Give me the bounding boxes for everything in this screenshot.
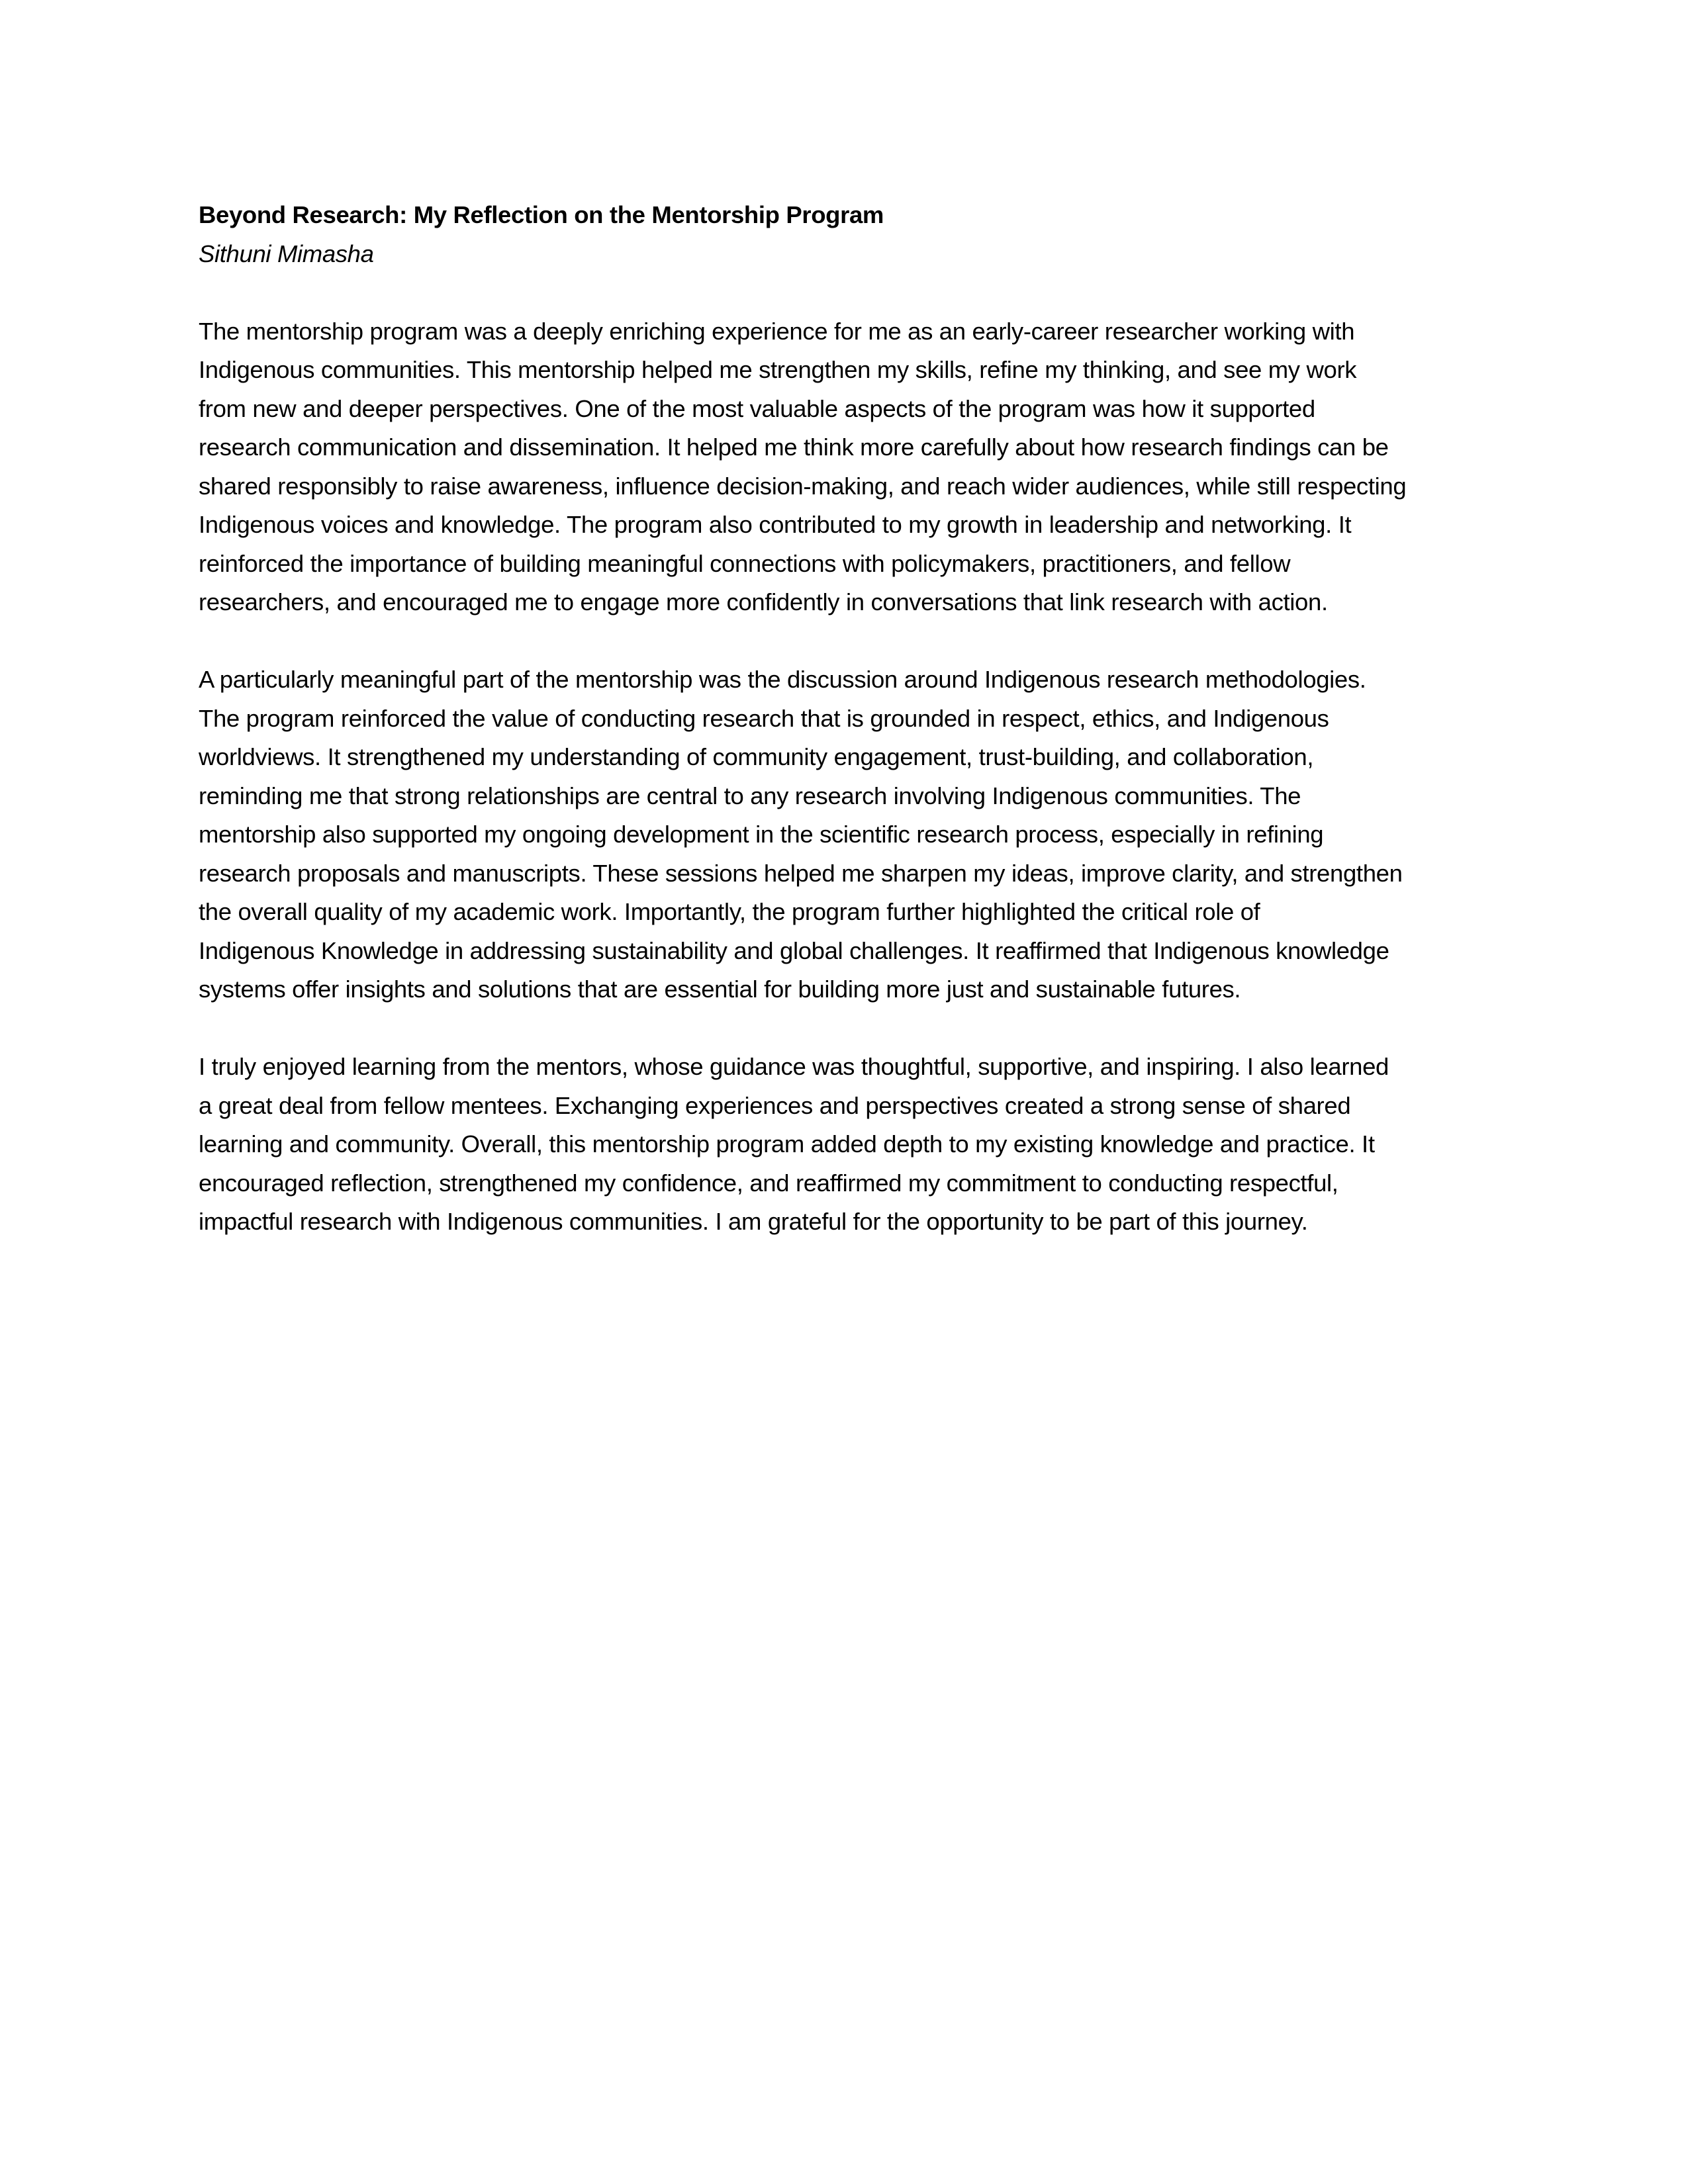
paragraph-line: from new and deeper perspectives. One of the most valuable aspects of the program was how it supported [199, 394, 1315, 422]
paragraph-line: I truly enjoyed learning from the mentors, whose guidance was thoughtful, supportive, and inspiring. I also learned [199, 1053, 1389, 1080]
paragraph-1 [199, 312, 1509, 622]
paragraph-line: systems offer insights and solutions that are essential for building more just and sustainable futures. [199, 976, 1241, 1003]
paragraph-line: mentorship also supported my ongoing development in the scientific research process, especially in refining [199, 821, 1324, 848]
paragraph-line: impactful research with Indigenous communities. I am grateful for the opportunity to be part of this journey. [199, 1208, 1308, 1235]
paragraph-line: Indigenous Knowledge in addressing sustainability and global challenges. It reaffirmed that Indigenous knowledge [199, 936, 1389, 964]
paragraph-line: worldviews. It strengthened my understanding of community engagement, trust-building, and collaboration, [199, 743, 1314, 770]
paragraph-line: researchers, and encouraged me to engage more confidently in conversations that link research with action. [199, 588, 1328, 615]
paragraph-line: research communication and dissemination. It helped me think more carefully about how research findings can be [199, 433, 1389, 461]
spacer [199, 1009, 1509, 1048]
paragraph-line: The program reinforced the value of conducting research that is grounded in respect, ethics, and Indigenous [199, 704, 1329, 732]
paragraph-line: learning and community. Overall, this mentorship program added depth to my existing knowledge and practice. It [199, 1130, 1375, 1158]
paragraph-line: the overall quality of my academic work. Importantly, the program further highlighted the critical role of [199, 898, 1260, 925]
paragraph-line: Indigenous communities. This mentorship helped me strengthen my skills, refine my thinking, and see my work [199, 356, 1357, 383]
paragraph-3 [199, 1048, 1509, 1242]
paragraph-line: a great deal from fellow mentees. Exchanging experiences and perspectives created a strong sense of shared [199, 1091, 1351, 1119]
paragraph-line: reinforced the importance of building meaningful connections with policymakers, practitioners, and fellow [199, 549, 1291, 577]
spacer [199, 273, 1509, 312]
paragraph-line: shared responsibly to raise awareness, influence decision-making, and reach wider audiences, while still respecting [199, 472, 1407, 500]
paragraph-line: reminding me that strong relationships are central to any research involving Indigenous communities. The [199, 782, 1301, 809]
spacer [199, 622, 1509, 661]
document-body [199, 196, 1509, 1242]
paragraph-line: Indigenous voices and knowledge. The program also contributed to my growth in leadership and networking. It [199, 511, 1352, 538]
document-author: Sithuni Mimasha [199, 240, 374, 267]
paragraph-line: A particularly meaningful part of the mentorship was the discussion around Indigenous research methodologies. [199, 666, 1366, 693]
paragraph-line: research proposals and manuscripts. These sessions helped me sharpen my ideas, improve clarity, and strengthen [199, 859, 1403, 887]
paragraph-2 [199, 660, 1509, 1009]
document-title: Beyond Research: My Reflection on the Mentorship Program [199, 201, 884, 228]
paragraph-line: The mentorship program was a deeply enriching experience for me as an early-career researcher working with [199, 317, 1355, 345]
paragraph-line: encouraged reflection, strengthened my confidence, and reaffirmed my commitment to conducting respectful, [199, 1169, 1338, 1197]
